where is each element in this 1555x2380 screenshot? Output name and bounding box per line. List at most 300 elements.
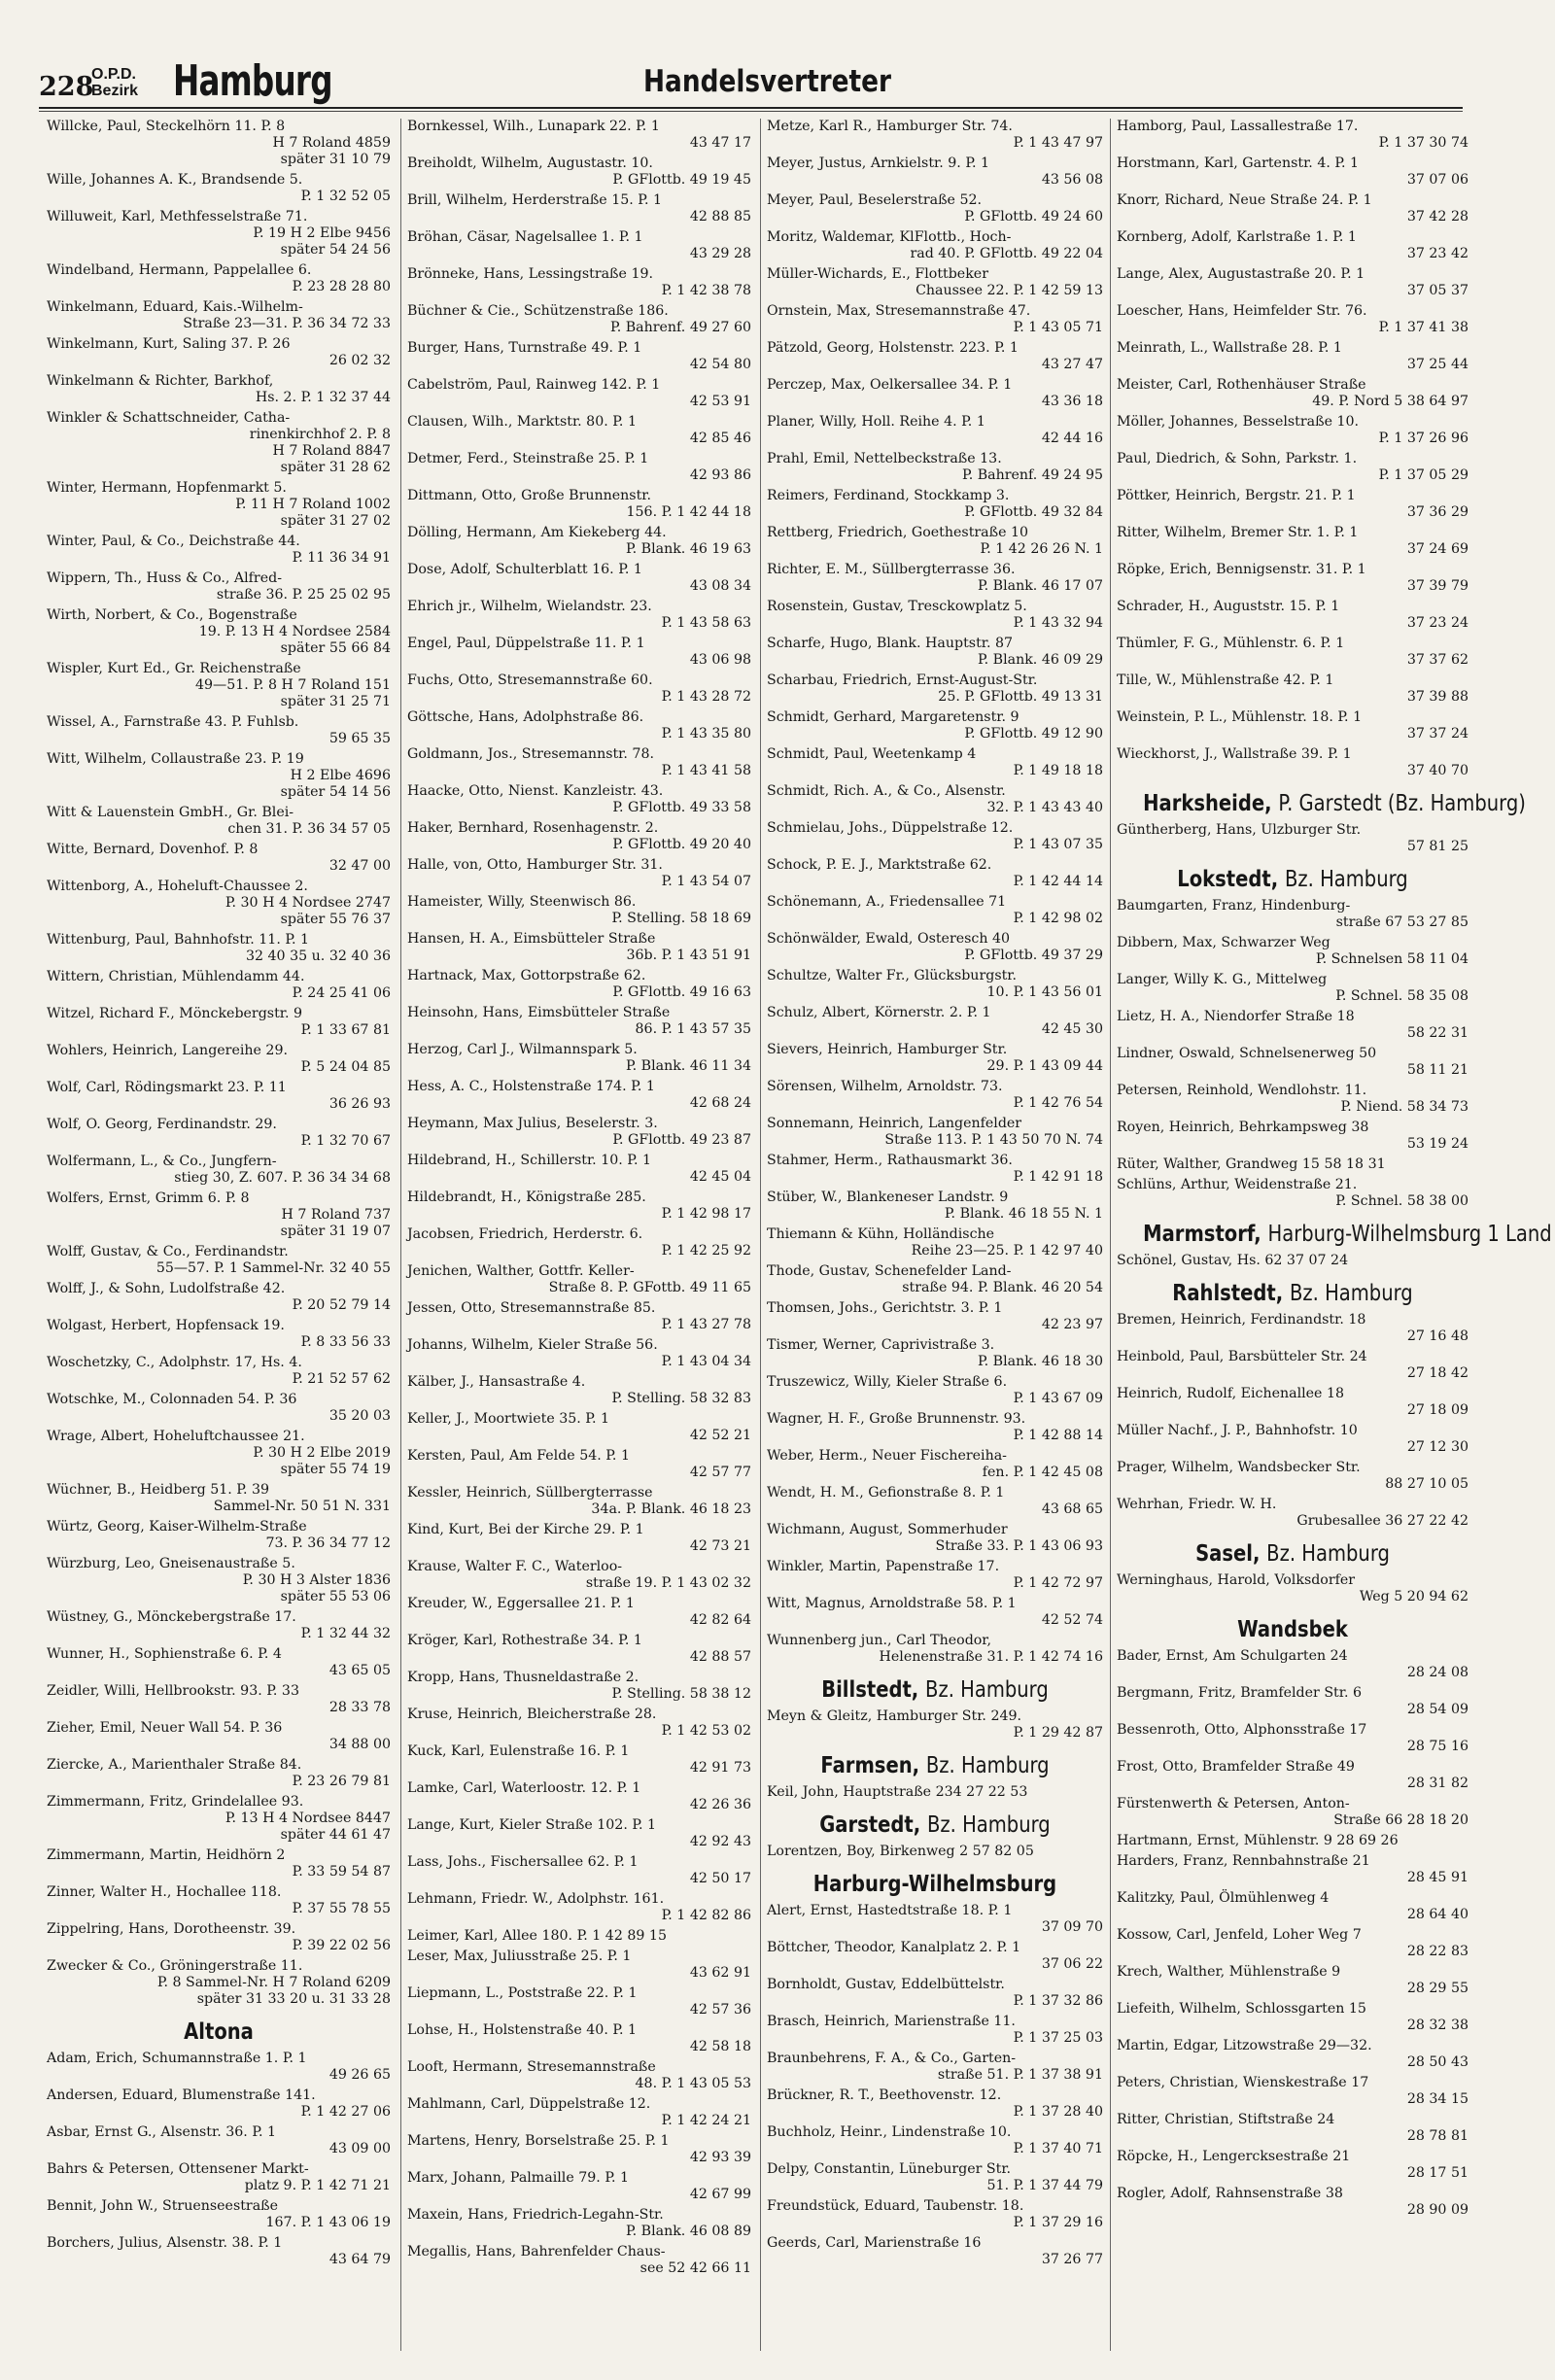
- entry-name-line: Wolf, O. Georg, Ferdinandstr. 29.: [47, 1117, 277, 1132]
- entry-name-line: Petersen, Reinhold, Wendlohstr. 11.: [1117, 1083, 1367, 1098]
- entry-name-line: Heinsohn, Hans, Eimsbütteler Straße: [407, 1005, 671, 1020]
- entry-detail-line: 28 90 09: [1406, 2202, 1469, 2218]
- directory-entry: [407, 820, 751, 853]
- entry-name-line: Hamborg, Paul, Lassallestraße 17.: [1117, 119, 1359, 134]
- entry-detail-line: P. 1 37 05 29: [1378, 467, 1469, 483]
- entry-name-line: Scharfe, Hugo, Blank. Hauptstr. 87: [767, 636, 1014, 651]
- entry-name-line: Burger, Hans, Turnstraße 49. P. 1: [407, 340, 642, 356]
- directory-entry: [1117, 1759, 1469, 1792]
- entry-detail-line: 42 68 24: [689, 1095, 751, 1111]
- entry-name-line: Kornberg, Adolf, Karlstraße 1. P. 1: [1117, 229, 1357, 245]
- entry-name-line: Johanns, Wilhelm, Kieler Straße 56.: [407, 1337, 658, 1353]
- directory-entry: [767, 2161, 1103, 2194]
- entry-name-line: Engel, Paul, Düppelstraße 11. P. 1: [407, 636, 645, 651]
- entry-name-line: Schmielau, Johs., Düppelstraße 12.: [767, 820, 1014, 836]
- entry-name-line: Horstmann, Karl, Gartenstr. 4. P. 1: [1117, 155, 1360, 171]
- directory-entry: [1117, 2112, 1469, 2145]
- entry-name-line: Ziercke, A., Marienthaler Straße 84.: [47, 1757, 302, 1773]
- directory-entry: [767, 488, 1103, 521]
- entry-name-line: Zeidler, Willi, Hellbrookstr. 93. P. 33: [47, 1683, 299, 1699]
- entry-detail-line: P. Schnelsen 58 11 04: [1315, 951, 1469, 967]
- entry-detail-line: Hs. 2. P. 1 32 37 44: [255, 390, 391, 405]
- entry-detail-line: P. Blank. 46 17 07: [977, 578, 1103, 594]
- directory-entry: [407, 1337, 751, 1370]
- entry-name-line: Jessen, Otto, Stresemannstraße 85.: [407, 1300, 656, 1316]
- place-name: Rahlstedt,: [1172, 1281, 1284, 1306]
- entry-name-line: Andersen, Eduard, Blumenstraße 141.: [47, 2087, 316, 2103]
- place-name: Wandsbek: [1237, 1617, 1348, 1642]
- entry-detail-line: H 2 Elbe 4696: [290, 768, 391, 783]
- entry-name-line: Bessenroth, Otto, Alphonsstraße 17: [1117, 1722, 1367, 1738]
- directory-entry: [47, 1281, 391, 1314]
- directory-entry: [47, 1519, 391, 1552]
- entry-name-line: Looft, Hermann, Stresemannstraße: [407, 2059, 656, 2075]
- place-heading: [792, 1872, 1078, 1897]
- entry-name-line: Witzel, Richard F., Mönckebergstr. 9: [47, 1006, 303, 1021]
- entry-detail-line: 42 54 80: [689, 357, 751, 372]
- entry-detail-line: P. GFlottb. 49 20 40: [612, 837, 751, 852]
- entry-detail-line: Straße 8. P. GFottb. 49 11 65: [548, 1280, 751, 1295]
- entry-detail-line: P. 23 26 79 81: [292, 1774, 391, 1789]
- directory-entry: [407, 1374, 751, 1407]
- directory-entry: [407, 1891, 751, 1924]
- directory-entry: [767, 1708, 1103, 1742]
- entry-name-line: Schmidt, Paul, Weetenkamp 4: [767, 746, 977, 762]
- directory-entry: [47, 1958, 391, 2008]
- entry-name-line: Witte, Bernard, Dovenhof. P. 8: [47, 842, 259, 857]
- entry-detail-line: P. 1 42 72 97: [1013, 1575, 1103, 1591]
- entry-name-line: Pätzold, Georg, Holstenstr. 223. P. 1: [767, 340, 1019, 356]
- entry-detail-line: P. 20 52 79 14: [292, 1297, 391, 1313]
- entry-detail-line: 49. P. Nord 5 38 64 97: [1312, 394, 1469, 409]
- directory-entry: [47, 2087, 391, 2121]
- entry-detail-line: 28 31 82: [1406, 1776, 1469, 1791]
- directory-entry: [1117, 1497, 1469, 1530]
- entry-name-line: Brönneke, Hans, Lessingstraße 19.: [407, 266, 654, 282]
- directory-entry: [1117, 155, 1469, 189]
- entry-name-line: Dose, Adolf, Schulterblatt 16. P. 1: [407, 562, 642, 577]
- entry-detail-line: 42 67 99: [689, 2187, 751, 2202]
- directory-entry: [767, 2014, 1103, 2047]
- entry-detail-line: straße 19. P. 1 43 02 32: [585, 1575, 751, 1591]
- entry-detail-line: P. 11 36 34 91: [292, 550, 391, 566]
- entry-name-line: Alert, Ernst, Hastedtstraße 18. P. 1: [767, 1903, 1013, 1918]
- directory-entry: [767, 1263, 1103, 1296]
- entry-name-line: Wolfers, Ernst, Grimm 6. P. 8: [47, 1190, 250, 1206]
- entry-detail-line: P. 1 43 32 94: [1013, 615, 1103, 631]
- entry-name-line: Lange, Kurt, Kieler Straße 102. P. 1: [407, 1817, 657, 1833]
- entry-name-line: Zwecker & Co., Gröningerstraße 11.: [47, 1958, 303, 1974]
- entry-name-line: Meinrath, L., Wallstraße 28. P. 1: [1117, 340, 1342, 356]
- entry-detail-line: 28 17 51: [1406, 2165, 1469, 2181]
- entry-detail-line: P. 1 42 82 86: [661, 1908, 751, 1923]
- entry-detail-line: 37 37 24: [1406, 726, 1469, 742]
- entry-name-line: Bröhan, Cäsar, Nagelsallee 1. P. 1: [407, 229, 643, 245]
- entry-detail-line: 27 12 30: [1406, 1439, 1469, 1455]
- entry-detail-line: P. Blank. 46 09 29: [977, 652, 1103, 668]
- entry-detail-line: 37 39 79: [1406, 578, 1469, 594]
- entry-name-line: Weinstein, P. L., Mühlenstr. 18. P. 1: [1117, 709, 1363, 725]
- directory-entry: [1117, 1685, 1469, 1718]
- directory-entry: [47, 1794, 391, 1844]
- directory-entry: [407, 451, 751, 484]
- entry-name-line: Tille, W., Mühlenstraße 42. P. 1: [1117, 673, 1334, 688]
- entry-detail-line: 28 29 55: [1406, 1981, 1469, 1996]
- entry-detail-line: 37 06 22: [1041, 1956, 1103, 1972]
- directory-entry: [767, 2198, 1103, 2231]
- directory-entry: [47, 1683, 391, 1716]
- entry-name-line: Willcke, Paul, Steckelhörn 11. P. 8: [47, 119, 286, 134]
- directory-entry: [407, 1854, 751, 1887]
- entry-name-line: Braunbehrens, F. A., & Co., Garten-: [767, 2051, 1017, 2066]
- entry-detail-line: 42 50 17: [689, 1871, 751, 1886]
- directory-entry: [407, 1042, 751, 1075]
- directory-entry: [407, 1448, 751, 1481]
- directory-entry: [47, 1080, 391, 1113]
- entry-name-line: Ritter, Christian, Stiftstraße 24: [1117, 2112, 1335, 2127]
- directory-entry: [47, 410, 391, 476]
- entry-name-line: Meyer, Paul, Beselerstraße 52.: [767, 192, 983, 208]
- directory-entry: [767, 340, 1103, 373]
- entry-detail-line: 53 19 24: [1406, 1136, 1469, 1152]
- entry-name-line: Leimer, Karl, Allee 180. P. 1 42 89 15: [407, 1928, 667, 1944]
- entry-name-line: Lamke, Carl, Waterloostr. 12. P. 1: [407, 1780, 641, 1796]
- entry-detail-line: 19. P. 13 H 4 Nordsee 2584: [198, 624, 391, 639]
- entry-name-line: Thümler, F. G., Mühlenstr. 6. P. 1: [1117, 636, 1345, 651]
- directory-entry: [407, 2096, 751, 2129]
- entry-name-line: Scharbau, Friedrich, Ernst-August-Str.: [767, 673, 1038, 688]
- entry-name-line: Möller, Johannes, Besselstraße 10.: [1117, 414, 1360, 430]
- directory-entry: [47, 1318, 391, 1351]
- entry-detail-line: 43 29 28: [689, 246, 751, 261]
- directory-entry: [1117, 972, 1469, 1005]
- entry-detail-line: 57 81 25: [1406, 839, 1469, 854]
- entry-detail-line: P. Stelling. 58 38 12: [611, 1686, 751, 1702]
- directory-entry: [767, 414, 1103, 447]
- directory-entry: [767, 1374, 1103, 1407]
- entry-detail-line: später 31 27 02: [280, 513, 391, 529]
- entry-name-line: Geerds, Carl, Marienstraße 16: [767, 2235, 982, 2251]
- directory-entry: [767, 2051, 1103, 2084]
- directory-entry: [767, 931, 1103, 964]
- directory-entry: [407, 1985, 751, 2018]
- entry-name-line: Heinrich, Rudolf, Eichenallee 18: [1117, 1386, 1345, 1401]
- entry-name-line: Wohlers, Heinrich, Langereihe 29.: [47, 1043, 288, 1058]
- entry-name-line: Kuck, Karl, Eulenstraße 16. P. 1: [407, 1743, 630, 1759]
- entry-name-line: Keller, J., Moortwiete 35. P. 1: [407, 1411, 610, 1427]
- entry-detail-line: P. Bahrenf. 49 27 60: [610, 320, 751, 335]
- directory-entry: [767, 783, 1103, 816]
- entry-name-line: Winkelmann & Richter, Barkhof,: [47, 373, 274, 389]
- entry-name-line: Leser, Max, Juliusstraße 25. P. 1: [407, 1949, 632, 1964]
- entry-detail-line: 167. P. 1 43 06 19: [265, 2215, 391, 2230]
- entry-name-line: Willuweit, Karl, Methfesselstraße 71.: [47, 209, 308, 224]
- directory-entry: [767, 820, 1103, 853]
- entry-name-line: Würzburg, Leo, Gneisenaustraße 5.: [47, 1556, 295, 1571]
- entry-detail-line: 43 08 34: [689, 578, 751, 594]
- entry-detail-line: P. 1 43 35 80: [661, 726, 751, 742]
- entry-detail-line: P. GFlottb. 49 16 63: [612, 984, 751, 1000]
- place-name: Harksheide,: [1143, 791, 1272, 816]
- entry-name-line: Kessler, Heinrich, Süllbergterrasse: [407, 1485, 653, 1500]
- entry-detail-line: P. Blank. 46 19 63: [625, 541, 751, 557]
- entry-detail-line: P. 1 43 28 72: [661, 689, 751, 705]
- entry-detail-line: 28 34 15: [1406, 2091, 1469, 2107]
- directory-entry: [1117, 1177, 1469, 1210]
- entry-name-line: Stahmer, Herm., Rathausmarkt 36.: [767, 1153, 1013, 1168]
- entry-name-line: Hartnack, Max, Gottorpstraße 62.: [407, 968, 646, 983]
- directory-entry: [1117, 340, 1469, 373]
- entry-name-line: Thiemann & Kühn, Holländische: [767, 1226, 995, 1242]
- entry-detail-line: P. 1 37 41 38: [1378, 320, 1469, 335]
- directory-entry: [1117, 1046, 1469, 1079]
- entry-detail-line: P. 1 43 07 35: [1013, 837, 1103, 852]
- directory-entry: [407, 414, 751, 447]
- entry-detail-line: 32 40 35 u. 32 40 36: [245, 949, 391, 964]
- directory-entry: [47, 607, 391, 657]
- entry-detail-line: P. 1 43 58 63: [661, 615, 751, 631]
- directory-entry: [407, 1707, 751, 1740]
- entry-detail-line: 37 23 42: [1406, 246, 1469, 261]
- entry-name-line: Wunnenberg jun., Carl Theodor,: [767, 1633, 992, 1648]
- directory-entry: [1117, 451, 1469, 484]
- entry-name-line: Kropp, Hans, Thusneldastraße 2.: [407, 1670, 639, 1685]
- entry-detail-line: später 55 53 06: [280, 1589, 391, 1604]
- entry-name-line: Herzog, Carl J., Wilmannspark 5.: [407, 1042, 638, 1057]
- entry-detail-line: P. Blank. 46 11 34: [625, 1058, 751, 1074]
- entry-name-line: Wagner, H. F., Große Brunnenstr. 93.: [767, 1411, 1026, 1427]
- entry-detail-line: 42 23 97: [1041, 1317, 1103, 1332]
- directory-entry: [1117, 709, 1469, 742]
- column-1: [47, 119, 391, 2351]
- district-label-line2: Bezirk: [91, 83, 139, 99]
- place-heading: [1143, 1281, 1442, 1306]
- entry-detail-line: P. 1 42 38 78: [661, 283, 751, 298]
- directory-entry: [407, 931, 751, 964]
- directory-entry: [767, 894, 1103, 927]
- entry-name-line: Dölling, Hermann, Am Kiekeberg 44.: [407, 525, 667, 540]
- entry-name-line: Adam, Erich, Schumannstraße 1. P. 1: [47, 2051, 307, 2066]
- directory-entry: [47, 2198, 391, 2231]
- directory-entry: [1117, 898, 1469, 931]
- directory-entry: [407, 266, 751, 299]
- directory-entry: [47, 661, 391, 710]
- entry-detail-line: P. GFlottb. 49 33 58: [612, 800, 751, 815]
- district-label-line1: O.P.D.: [91, 66, 136, 83]
- entry-name-line: Schmidt, Rich. A., & Co., Alsenstr.: [767, 783, 1006, 799]
- entry-detail-line: 32 47 00: [328, 858, 391, 874]
- entry-detail-line: P. 1 37 40 71: [1013, 2141, 1103, 2156]
- directory-entry: [767, 525, 1103, 558]
- entry-detail-line: P. 1 42 26 26 N. 1: [980, 541, 1103, 557]
- entry-name-line: Zimmermann, Martin, Heidhörn 2: [47, 1847, 286, 1863]
- place-name: Altona: [184, 2019, 254, 2045]
- directory-entry: [1117, 192, 1469, 225]
- entry-detail-line: später 31 33 20 u. 31 33 28: [196, 1991, 391, 2007]
- place-heading: [1143, 791, 1526, 816]
- directory-entry: [407, 1485, 751, 1518]
- entry-detail-line: 42 58 18: [689, 2039, 751, 2054]
- entry-detail-line: straße 67 53 27 85: [1335, 914, 1469, 930]
- directory-entry: [407, 192, 751, 225]
- entry-name-line: Moritz, Waldemar, KlFlottb., Hoch-: [767, 229, 1012, 245]
- entry-detail-line: 10. P. 1 43 56 01: [986, 984, 1103, 1000]
- entry-detail-line: 42 52 21: [689, 1428, 751, 1443]
- entry-name-line: Hameister, Willy, Steenwisch 86.: [407, 894, 637, 910]
- entry-detail-line: Grubesallee 36 27 22 42: [1296, 1513, 1469, 1529]
- entry-detail-line: 43 09 00: [328, 2141, 391, 2156]
- directory-entry: [407, 377, 751, 410]
- entry-detail-line: 48. P. 1 43 05 53: [635, 2076, 751, 2091]
- entry-name-line: Wrage, Albert, Hoheluftchaussee 21.: [47, 1429, 305, 1444]
- entry-name-line: Peters, Christian, Wienskestraße 17: [1117, 2075, 1369, 2090]
- place-name: Billstedt,: [821, 1677, 919, 1703]
- place-district: Bz. Hamburg: [925, 1677, 1049, 1703]
- entry-name-line: Wieckhorst, J., Wallstraße 39. P. 1: [1117, 746, 1352, 762]
- entry-detail-line: 34a. P. Blank. 46 18 23: [591, 1501, 751, 1517]
- entry-name-line: Mahlmann, Carl, Düppelstraße 12.: [407, 2096, 651, 2112]
- entry-detail-line: später 55 66 84: [280, 640, 391, 656]
- directory-entry: [767, 562, 1103, 595]
- directory-entry: [407, 1116, 751, 1149]
- directory-entry: [1117, 229, 1469, 262]
- place-name: Farmsen,: [820, 1753, 920, 1778]
- entry-name-line: Bennit, John W., Struenseestraße: [47, 2198, 279, 2214]
- entry-detail-line: 27 16 48: [1406, 1328, 1469, 1344]
- entry-name-line: Hartmann, Ernst, Mühlenstr. 9 28 69 26: [1117, 1833, 1399, 1848]
- entry-detail-line: 37 09 70: [1041, 1919, 1103, 1935]
- place-name: Marmstorf,: [1143, 1222, 1261, 1247]
- directory-entry: [1117, 1349, 1469, 1382]
- entry-name-line: Lohse, H., Holstenstraße 40. P. 1: [407, 2022, 638, 2038]
- entry-detail-line: 27 18 09: [1406, 1402, 1469, 1418]
- entry-name-line: Wissel, A., Farnstraße 43. P. Fuhlsb.: [47, 714, 299, 730]
- directory-entry: [47, 969, 391, 1002]
- entry-name-line: Bremen, Heinrich, Ferdinandstr. 18: [1117, 1312, 1366, 1328]
- entry-detail-line: Straße 33. P. 1 43 06 93: [935, 1538, 1103, 1554]
- entry-name-line: Winter, Paul, & Co., Deichstraße 44.: [47, 534, 300, 549]
- entry-name-line: Cabelström, Paul, Rainweg 142. P. 1: [407, 377, 661, 393]
- entry-name-line: Schrader, H., Auguststr. 15. P. 1: [1117, 599, 1340, 614]
- entry-detail-line: 37 23 24: [1406, 615, 1469, 631]
- entry-name-line: Röpcke, H., Lengercksestraße 21: [1117, 2149, 1351, 2164]
- entry-name-line: Perczep, Max, Oelkersallee 34. P. 1: [767, 377, 1013, 393]
- directory-entry: [1117, 119, 1469, 152]
- entry-detail-line: P. GFlottb. 49 12 90: [964, 726, 1103, 742]
- district-label: [91, 66, 138, 99]
- directory-entry: [407, 2022, 751, 2055]
- entry-name-line: Prahl, Emil, Nettelbeckstraße 13.: [767, 451, 1002, 466]
- entry-detail-line: 42 73 21: [689, 1538, 751, 1554]
- entry-name-line: Hess, A. C., Holstenstraße 174. P. 1: [407, 1079, 655, 1094]
- directory-entry: [1117, 1009, 1469, 1042]
- entry-detail-line: P. GFlottb. 49 24 60: [964, 209, 1103, 224]
- directory-entry: [407, 857, 751, 890]
- entry-name-line: Göttsche, Hans, Adolphstraße 86.: [407, 709, 644, 725]
- entry-detail-line: P. GFlottb. 49 19 45: [612, 172, 751, 188]
- column-4: [1110, 119, 1552, 2351]
- entry-name-line: Ehrich jr., Wilhelm, Wielandstr. 23.: [407, 599, 652, 614]
- directory-entry: [407, 673, 751, 706]
- entry-detail-line: 28 24 08: [1406, 1665, 1469, 1680]
- directory-entry: [1117, 636, 1469, 669]
- directory-entry: [47, 2235, 391, 2268]
- place-heading: [1143, 1617, 1442, 1642]
- entry-detail-line: P. 1 43 05 71: [1013, 320, 1103, 335]
- directory-entry: [767, 1448, 1103, 1481]
- entry-name-line: Kossow, Carl, Jenfeld, Loher Weg 7: [1117, 1927, 1362, 1943]
- directory-entry: [1117, 1964, 1469, 1997]
- place-heading: [792, 1812, 1078, 1838]
- directory-entry: [47, 805, 391, 838]
- entry-name-line: Sonnemann, Heinrich, Langenfelder: [767, 1116, 1022, 1131]
- directory-entry: [47, 1609, 391, 1642]
- entry-name-line: Reimers, Ferdinand, Stockkamp 3.: [767, 488, 1010, 503]
- entry-detail-line: P. 13 H 4 Nordsee 8447: [225, 1811, 391, 1826]
- entry-detail-line: 49 26 65: [328, 2067, 391, 2083]
- entry-name-line: Schönel, Gustav, Hs. 62 37 07 24: [1117, 1253, 1349, 1268]
- entry-detail-line: 43 27 47: [1041, 357, 1103, 372]
- place-district: Harburg-Wilhelmsburg 1 Land: [1267, 1222, 1552, 1247]
- directory-entry: [407, 2207, 751, 2240]
- directory-entry: [407, 709, 751, 742]
- entry-name-line: Lass, Johs., Fischersallee 62. P. 1: [407, 1854, 639, 1870]
- directory-entry: [407, 1928, 751, 1945]
- directory-entry: [767, 155, 1103, 189]
- directory-entry: [407, 1817, 751, 1850]
- directory-entry: [407, 1559, 751, 1592]
- entry-name-line: Wirth, Norbert, & Co., Bogenstraße: [47, 607, 297, 623]
- directory-entry: [47, 1117, 391, 1150]
- entry-detail-line: 28 45 91: [1406, 1870, 1469, 1885]
- directory-entry: [1117, 1648, 1469, 1681]
- entry-detail-line: 58 22 31: [1406, 1025, 1469, 1041]
- directory-entry: [1117, 1572, 1469, 1605]
- entry-name-line: Delpy, Constantin, Lüneburger Str.: [767, 2161, 1012, 2177]
- directory-entry: [407, 636, 751, 669]
- directory-entry: [47, 2124, 391, 2157]
- directory-entry: [407, 1226, 751, 1259]
- directory-entry: [407, 229, 751, 262]
- entry-name-line: Maxein, Hans, Friedrich-Legahn-Str.: [407, 2207, 664, 2223]
- entry-detail-line: 43 64 79: [328, 2252, 391, 2267]
- entry-detail-line: 36b. P. 1 43 51 91: [626, 948, 751, 963]
- directory-entry: [47, 1190, 391, 1240]
- directory-entry: [1117, 1927, 1469, 1960]
- place-district: Bz. Hamburg: [1284, 867, 1408, 892]
- entry-detail-line: 42 85 46: [689, 431, 751, 446]
- entry-detail-line: 59 65 35: [328, 731, 391, 746]
- entry-detail-line: P. GFlottb. 49 32 84: [964, 504, 1103, 520]
- entry-detail-line: 37 07 06: [1406, 172, 1469, 188]
- entry-detail-line: see 52 42 66 11: [639, 2260, 751, 2276]
- directory-entry: [767, 1522, 1103, 1555]
- entry-name-line: Sievers, Heinrich, Hamburger Str.: [767, 1042, 1008, 1057]
- entry-detail-line: rinenkirchhof 2. P. 8: [249, 427, 391, 442]
- entry-name-line: Wittenborg, A., Hoheluft-Chaussee 2.: [47, 879, 308, 894]
- entry-name-line: Martin, Edgar, Litzowstraße 29—32.: [1117, 2038, 1372, 2053]
- directory-entry: [47, 534, 391, 567]
- place-district: Bz. Hamburg: [1289, 1281, 1413, 1306]
- place-heading: [1143, 867, 1442, 892]
- entry-detail-line: straße 36. P. 25 25 02 95: [216, 587, 391, 603]
- directory-entry: [47, 480, 391, 530]
- entry-detail-line: 37 37 62: [1406, 652, 1469, 668]
- directory-entry: [47, 1355, 391, 1388]
- directory-entry: [1117, 1833, 1469, 1849]
- entry-name-line: Kruse, Heinrich, Bleicherstraße 28.: [407, 1707, 657, 1722]
- entry-name-line: Pöttker, Heinrich, Bergstr. 21. P. 1: [1117, 488, 1356, 503]
